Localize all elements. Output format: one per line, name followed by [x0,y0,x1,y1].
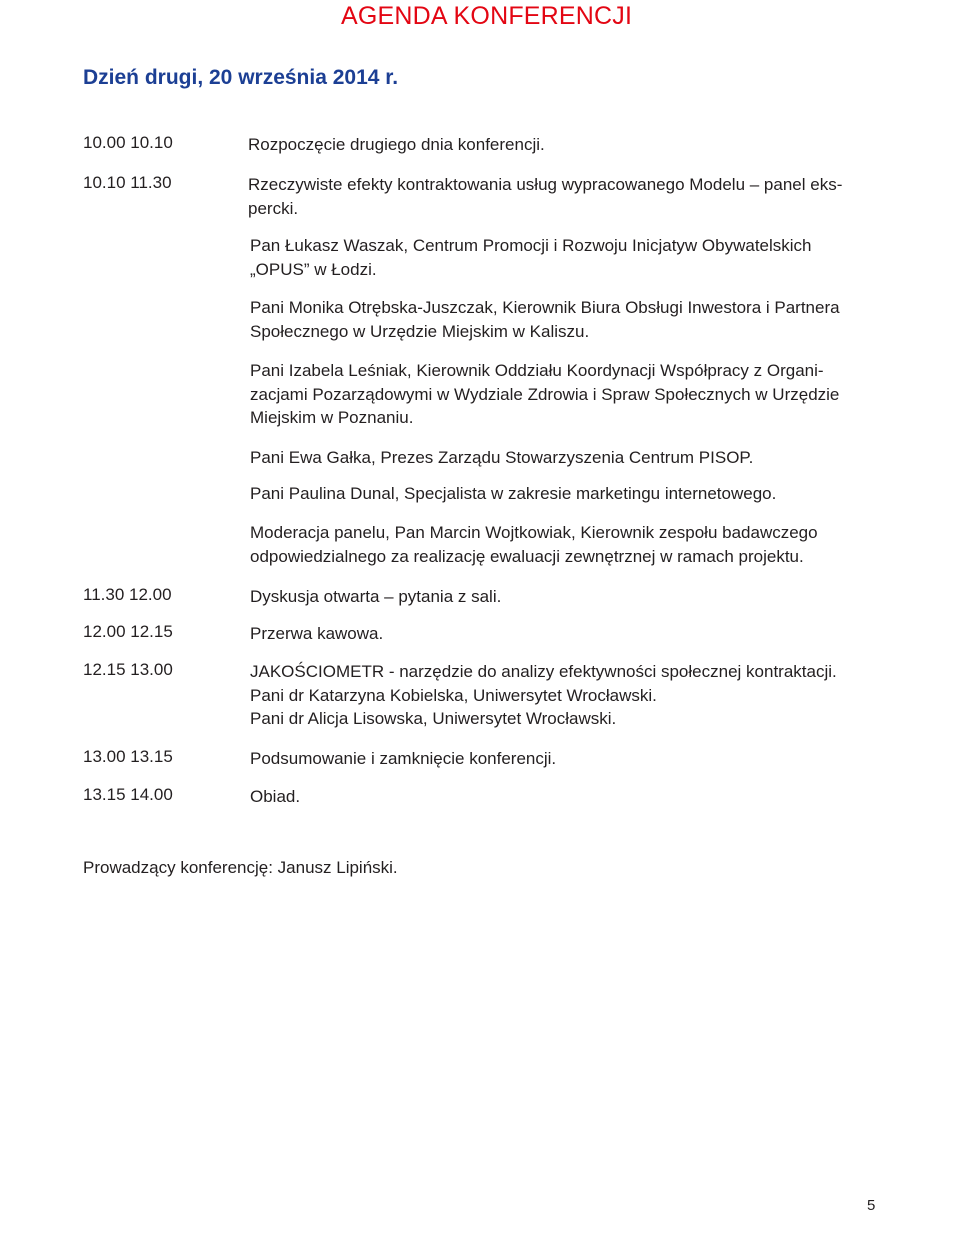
page-number: 5 [867,1197,876,1214]
agenda-item-panel-title [248,173,888,220]
speaker-line: Pani Ewa Gałka, Prezes Zarządu Stowarzyszenia Centrum PISOP. [250,448,754,467]
agenda-time-7: 13.15 14.00 [83,785,173,804]
speaker-line: zacjami Pozarządowymi w Wydziale Zdrowia i Spraw Społecznych w Urzędzie [250,384,840,404]
agenda-time-1: 10.00 10.10 [83,133,173,152]
agenda-text-line: Pani dr Alicja Lisowska, Uniwersytet Wrocławski. [250,709,617,728]
speaker-line: Pani Izabela Leśniak, Kierownik Oddziału Koordynacji Współpracy z Organi- [250,361,824,380]
agenda-time-6: 13.00 13.15 [83,747,173,766]
agenda-item-lunch [250,785,890,809]
agenda-text: Rozpoczęcie drugiego dnia konferencji. [248,135,545,154]
agenda-item-coffee-break [250,622,890,646]
agenda-text-line: Pani dr Katarzyna Kobielska, Uniwersytet Wrocławski. [250,685,657,705]
panel-speaker-3 [250,359,890,430]
moderator-line: Moderacja panelu, Pan Marcin Wojtkowiak, Kierownik zespołu badawczego [250,523,818,542]
agenda-item-opening [248,133,888,157]
panel-speaker-1 [250,234,890,281]
agenda-item-discussion [250,585,890,609]
agenda-time-4: 12.00 12.15 [83,622,173,641]
agenda-time-5: 12.15 13.00 [83,660,173,679]
agenda-item-closing [250,747,890,771]
speaker-line: Miejskim w Poznaniu. [250,408,414,427]
agenda-time-3: 11.30 12.00 [83,585,172,604]
agenda-text: Przerwa kawowa. [250,624,384,643]
conference-host: Prowadzący konferencję: Janusz Lipiński. [83,858,398,877]
agenda-title: AGENDA KONFERENCJI [341,2,633,30]
day-heading: Dzień drugi, 20 września 2014 r. [83,66,399,89]
agenda-text-line: percki. [248,198,299,218]
agenda-item-jakosciometr [250,660,890,731]
agenda-text: Obiad. [250,787,301,806]
agenda-text: Dyskusja otwarta – pytania z sali. [250,587,502,606]
speaker-line: „OPUS” w Łodzi. [250,259,377,279]
panel-speaker-2 [250,296,890,343]
agenda-text-line: Rzeczywiste efekty kontraktowania usług wypracowanego Modelu – panel eks- [248,175,843,194]
panel-moderator [250,521,890,568]
speaker-line: Pan Łukasz Waszak, Centrum Promocji i Rozwoju Inicjatyw Obywatelskich [250,236,812,255]
panel-speaker-5 [250,482,890,506]
speaker-line: Pani Paulina Dunal, Specjalista w zakresie marketingu internetowego. [250,484,777,503]
moderator-line: odpowiedzialnego za realizację ewaluacji zewnętrznej w ramach projektu. [250,546,804,566]
panel-speaker-4 [250,446,890,470]
speaker-line: Pani Monika Otrębska-Juszczak, Kierownik Biura Obsługi Inwestora i Partnera [250,298,840,317]
agenda-text: Podsumowanie i zamknięcie konferencji. [250,749,557,768]
agenda-time-2: 10.10 11.30 [83,173,172,192]
agenda-text-line: JAKOŚCIOMETR - narzędzie do analizy efektywności społecznej kontraktacji. [250,662,837,681]
speaker-line: Społecznego w Urzędzie Miejskim w Kaliszu. [250,321,590,341]
